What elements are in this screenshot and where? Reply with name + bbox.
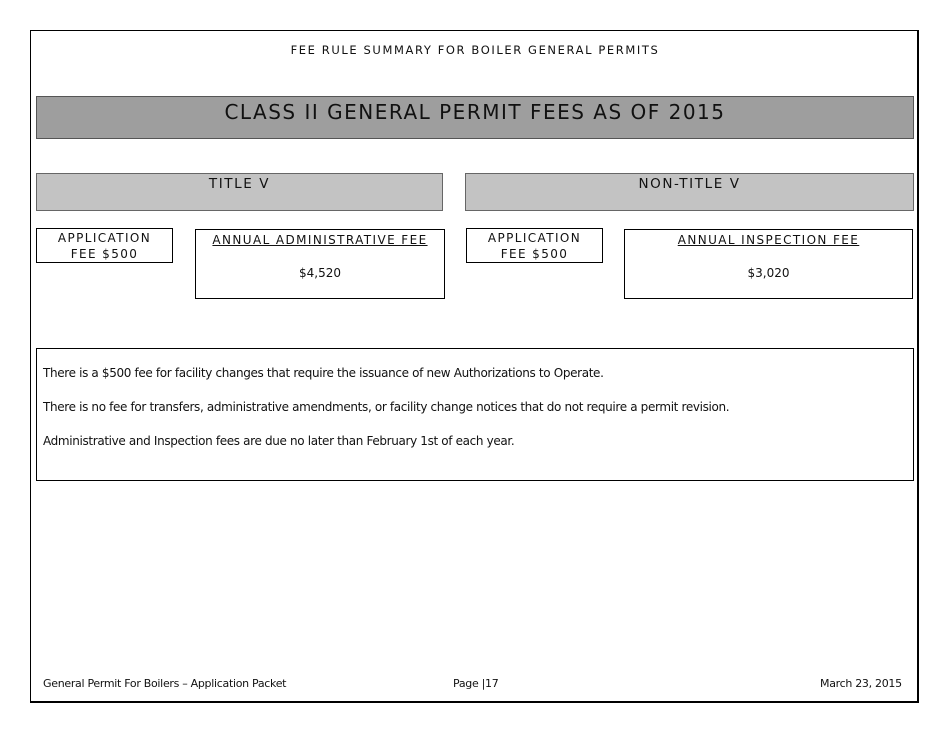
footer-page-number: Page |17 <box>453 677 499 690</box>
fee-notes-box <box>36 348 914 481</box>
title-v-header-label: TITLE V <box>208 176 271 192</box>
banner-heading: CLASS II GENERAL PERMIT FEES AS OF 2015 <box>224 100 726 124</box>
title-v-application-fee-line1: APPLICATION <box>57 231 152 245</box>
fee-note: There is no fee for transfers, administrative amendments, or facility change notices that do not require a permit revision. <box>43 400 730 414</box>
title-v-application-fee-line2: FEE $500 <box>70 247 139 261</box>
non-title-v-header <box>465 173 914 211</box>
non-title-v-header-label: NON-TITLE V <box>638 176 741 192</box>
title-v-application-fee-box <box>36 228 173 263</box>
annual-administrative-fee-box <box>195 229 445 299</box>
fee-note: There is a $500 fee for facility changes that require the issuance of new Authorizations to Operate. <box>43 366 604 380</box>
footer-document-name: General Permit For Boilers – Application Packet <box>43 677 287 690</box>
non-title-v-application-fee-line1: APPLICATION <box>487 231 582 245</box>
title-v-header <box>36 173 443 211</box>
non-title-v-application-fee-box <box>466 228 603 263</box>
annual-inspection-fee-box <box>624 229 913 299</box>
fees-banner <box>36 96 914 139</box>
fee-note: Administrative and Inspection fees are due no later than February 1st of each year. <box>43 434 515 448</box>
annual-inspection-fee-label: ANNUAL INSPECTION FEE <box>677 233 860 247</box>
annual-inspection-fee-amount: $3,020 <box>747 266 790 280</box>
annual-administrative-fee-amount: $4,520 <box>299 266 341 280</box>
document-title: FEE RULE SUMMARY FOR BOILER GENERAL PERMITS <box>290 43 660 57</box>
annual-administrative-fee-label: ANNUAL ADMINISTRATIVE FEE <box>212 233 428 247</box>
footer-date: March 23, 2015 <box>820 677 902 690</box>
non-title-v-application-fee-line2: FEE $500 <box>500 247 569 261</box>
